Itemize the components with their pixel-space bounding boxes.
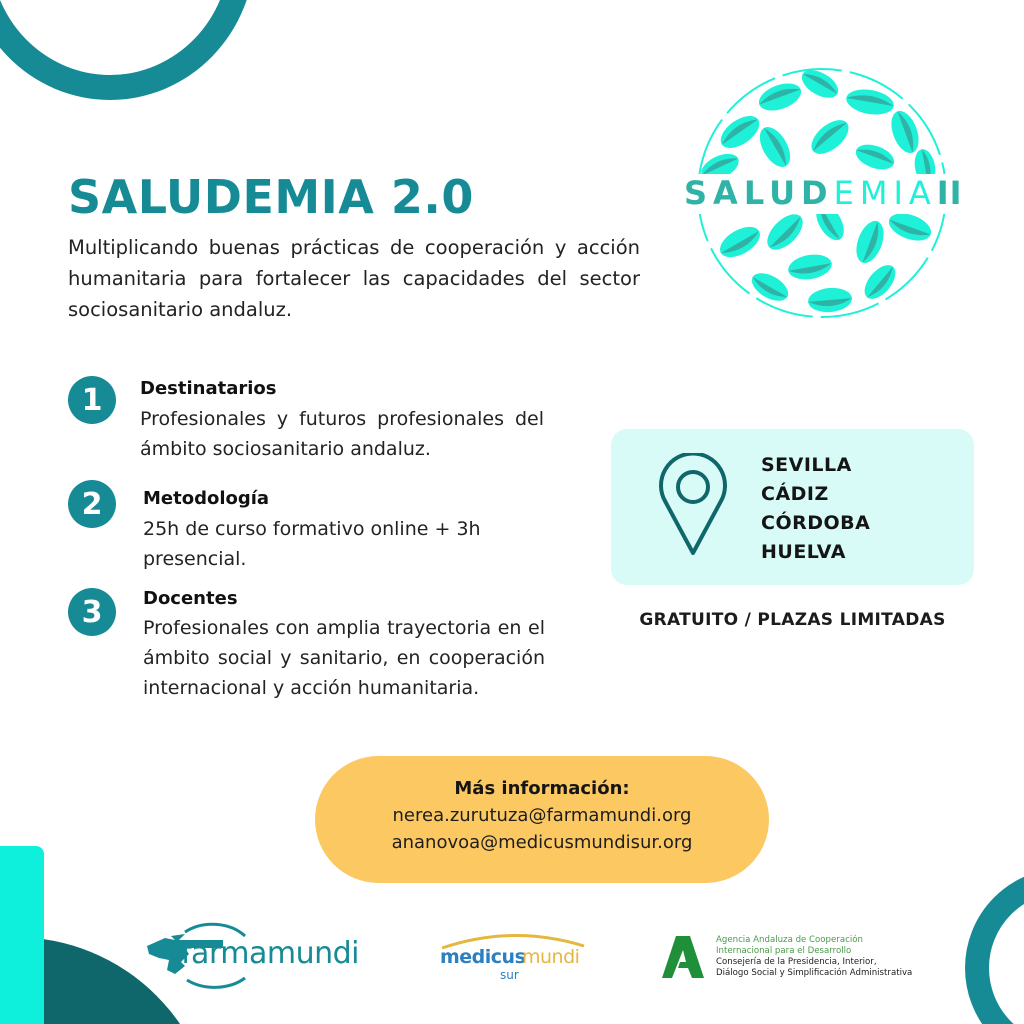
contact-box <box>315 756 769 883</box>
city-sevilla: SEVILLA <box>761 454 852 476</box>
email-link-medicusmundi[interactable]: ananovoa@medicusmundisur.org <box>391 832 693 853</box>
city-huelva: HUELVA <box>761 541 846 563</box>
city-cordoba: CÓRDOBA <box>761 512 871 534</box>
item-title: Metodología <box>143 488 270 509</box>
page-title: SALUDEMIA 2.0 <box>68 170 474 224</box>
contact-title: Más información: <box>454 778 630 799</box>
junta-andalucia-logo <box>660 930 930 990</box>
email-link-farmamundi[interactable]: nerea.zurutuza@farmamundi.org <box>392 805 692 826</box>
city-cadiz: CÁDIZ <box>761 483 829 505</box>
andalucia-a-icon <box>660 934 706 980</box>
saludemia-logo <box>680 62 990 324</box>
farmamundi-logo <box>145 918 365 998</box>
medicus-wordmark-light: mundi <box>522 946 580 968</box>
logo-text-light: EMIA <box>833 174 937 212</box>
decorative-ring-bottom <box>965 868 1024 1024</box>
item-title: Docentes <box>143 588 238 609</box>
item-text: Profesionales y futuros profesionales del ámbito sociosanitario andaluz. <box>140 408 544 460</box>
free-limited-notice: GRATUITO / PLAZAS LIMITADAS <box>639 610 946 630</box>
item-text: Profesionales con amplia trayectoria en el ámbito social y sanitario, en cooperación internacional y acción humanitaria. <box>143 617 545 699</box>
item-title: Destinatarios <box>140 378 277 399</box>
junta-line-1: Agencia Andaluza de Cooperación <box>716 935 863 945</box>
junta-line-3: Consejería de la Presidencia, Interior, <box>716 957 877 967</box>
logo-text-suffix: II <box>936 174 963 212</box>
farmamundi-wordmark: farmamundi <box>181 936 359 971</box>
logo-wordmark <box>684 174 963 212</box>
logo-text-bold: SALUD <box>684 174 834 212</box>
number-badge: 3 <box>68 588 116 636</box>
number-badge: 2 <box>68 480 116 528</box>
junta-line-2: Internacional para el Desarrollo <box>716 946 852 956</box>
junta-text <box>716 935 912 979</box>
number-badge: 1 <box>68 376 116 424</box>
junta-line-4: Diálogo Social y Simplificación Administrativa <box>716 968 913 978</box>
page-subtitle: Multiplicando buenas prácticas de cooperación y acción humanitaria para fortalecer las capacidades del sector sociosanitario andaluz. <box>68 236 640 321</box>
city-list <box>761 451 870 567</box>
medicus-wordmark-bold: medicus <box>440 946 526 968</box>
item-text: 25h de curso formativo online + 3h presencial. <box>143 518 481 570</box>
locations-box <box>611 429 974 585</box>
decorative-aqua-bar <box>0 846 44 1024</box>
medicusmundi-logo <box>438 928 588 988</box>
map-pin-icon <box>657 453 729 557</box>
decorative-ring-top <box>0 0 255 100</box>
medicus-sub: sur <box>500 968 519 982</box>
